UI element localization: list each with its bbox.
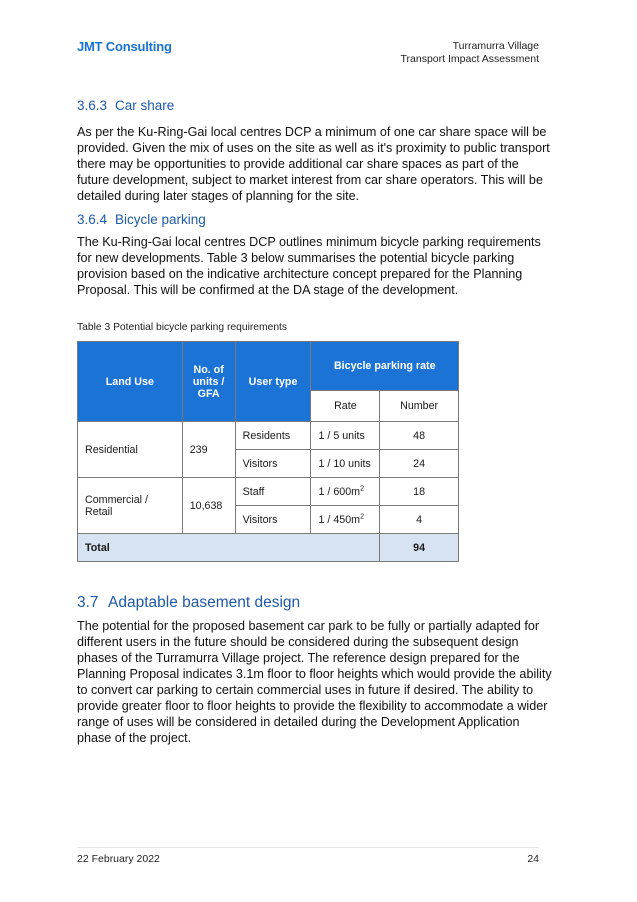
section-heading-car-share xyxy=(77,98,174,113)
user-type-cell: Visitors xyxy=(235,506,311,534)
total-label: Total xyxy=(78,534,380,562)
number-cell: 4 xyxy=(380,506,459,534)
section-number: 3.6.3 xyxy=(77,98,108,113)
footer-date: 22 February 2022 xyxy=(77,853,160,865)
bicycle-parking-table xyxy=(77,341,459,562)
header-land-use: Land Use xyxy=(78,342,183,422)
units-cell: 10,638 xyxy=(182,478,235,534)
rate-text: 1 / 600m xyxy=(318,485,361,498)
table-caption: Table 3 Potential bicycle parking requirements xyxy=(77,322,288,333)
rate-cell xyxy=(311,506,380,534)
rate-text: 1 / 450m xyxy=(318,513,361,526)
land-use-cell: Residential xyxy=(78,422,183,478)
company-logo: JMT Consulting xyxy=(77,39,172,54)
page-number: 24 xyxy=(527,853,539,865)
user-type-cell: Residents xyxy=(235,422,311,450)
section-heading-adaptable-basement xyxy=(77,594,300,612)
header-rate: Rate xyxy=(311,391,380,422)
table-row xyxy=(78,478,459,506)
rate-cell: 1 / 5 units xyxy=(311,422,380,450)
header-bicycle-parking-rate: Bicycle parking rate xyxy=(311,342,459,391)
rate-superscript: 2 xyxy=(360,484,364,492)
car-share-paragraph: As per the Ku-Ring-Gai local centres DCP a minimum of one car share space will be provided. Given the mix of uses on the site as well as it's proximity to public transport there may be opportunities to provide additional car share spaces as part of the future development, subject to market interest from car share operators. This will be detailed during later stages of planning for the site. xyxy=(77,125,550,203)
document-title: Transport Impact Assessment xyxy=(400,53,539,65)
section-number: 3.7 xyxy=(77,594,99,611)
section-number: 3.6.4 xyxy=(77,212,108,227)
section-title: Bicycle parking xyxy=(115,212,206,227)
footer-divider xyxy=(77,847,539,848)
user-type-cell: Visitors xyxy=(235,450,311,478)
total-value: 94 xyxy=(380,534,459,562)
rate-cell xyxy=(311,478,380,506)
rate-cell: 1 / 10 units xyxy=(311,450,380,478)
units-cell: 239 xyxy=(182,422,235,478)
number-cell: 18 xyxy=(380,478,459,506)
section-title: Car share xyxy=(115,98,175,113)
section-heading-bicycle-parking xyxy=(77,212,206,227)
adaptable-basement-paragraph: The potential for the proposed basement car park to be fully or partially adapted for different users in the future should be considered during the subsequent design phases of the Turramurra Village project. The reference design prepared for the Planning Proposal indicates 3.1m floor to floor heights which would provide the ability to convert car parking to certain commercial uses in future if desired. The ability to provide greater floor to floor heights to provide the flexibility to accommodate a wider range of uses will be considered in detailed during the Development Application phase of the project. xyxy=(77,619,552,745)
header-number: Number xyxy=(380,391,459,422)
number-cell: 48 xyxy=(380,422,459,450)
table-row xyxy=(78,422,459,450)
table-total-row xyxy=(78,534,459,562)
user-type-cell: Staff xyxy=(235,478,311,506)
land-use-cell: Commercial / Retail xyxy=(78,478,183,534)
rate-superscript: 2 xyxy=(360,512,364,520)
bicycle-parking-paragraph: The Ku-Ring-Gai local centres DCP outlines minimum bicycle parking requirements for new developments. Table 3 below summarises the potential bicycle parking provision based on the indicative architecture concept prepared for the Planning Proposal. This will be confirmed at the DA stage of the development. xyxy=(77,235,541,297)
project-name: Turramurra Village xyxy=(452,40,539,52)
header-user-type: User type xyxy=(235,342,311,422)
section-title: Adaptable basement design xyxy=(108,594,301,611)
document-header xyxy=(401,40,540,66)
header-units: No. of units / GFA xyxy=(182,342,235,422)
number-cell: 24 xyxy=(380,450,459,478)
